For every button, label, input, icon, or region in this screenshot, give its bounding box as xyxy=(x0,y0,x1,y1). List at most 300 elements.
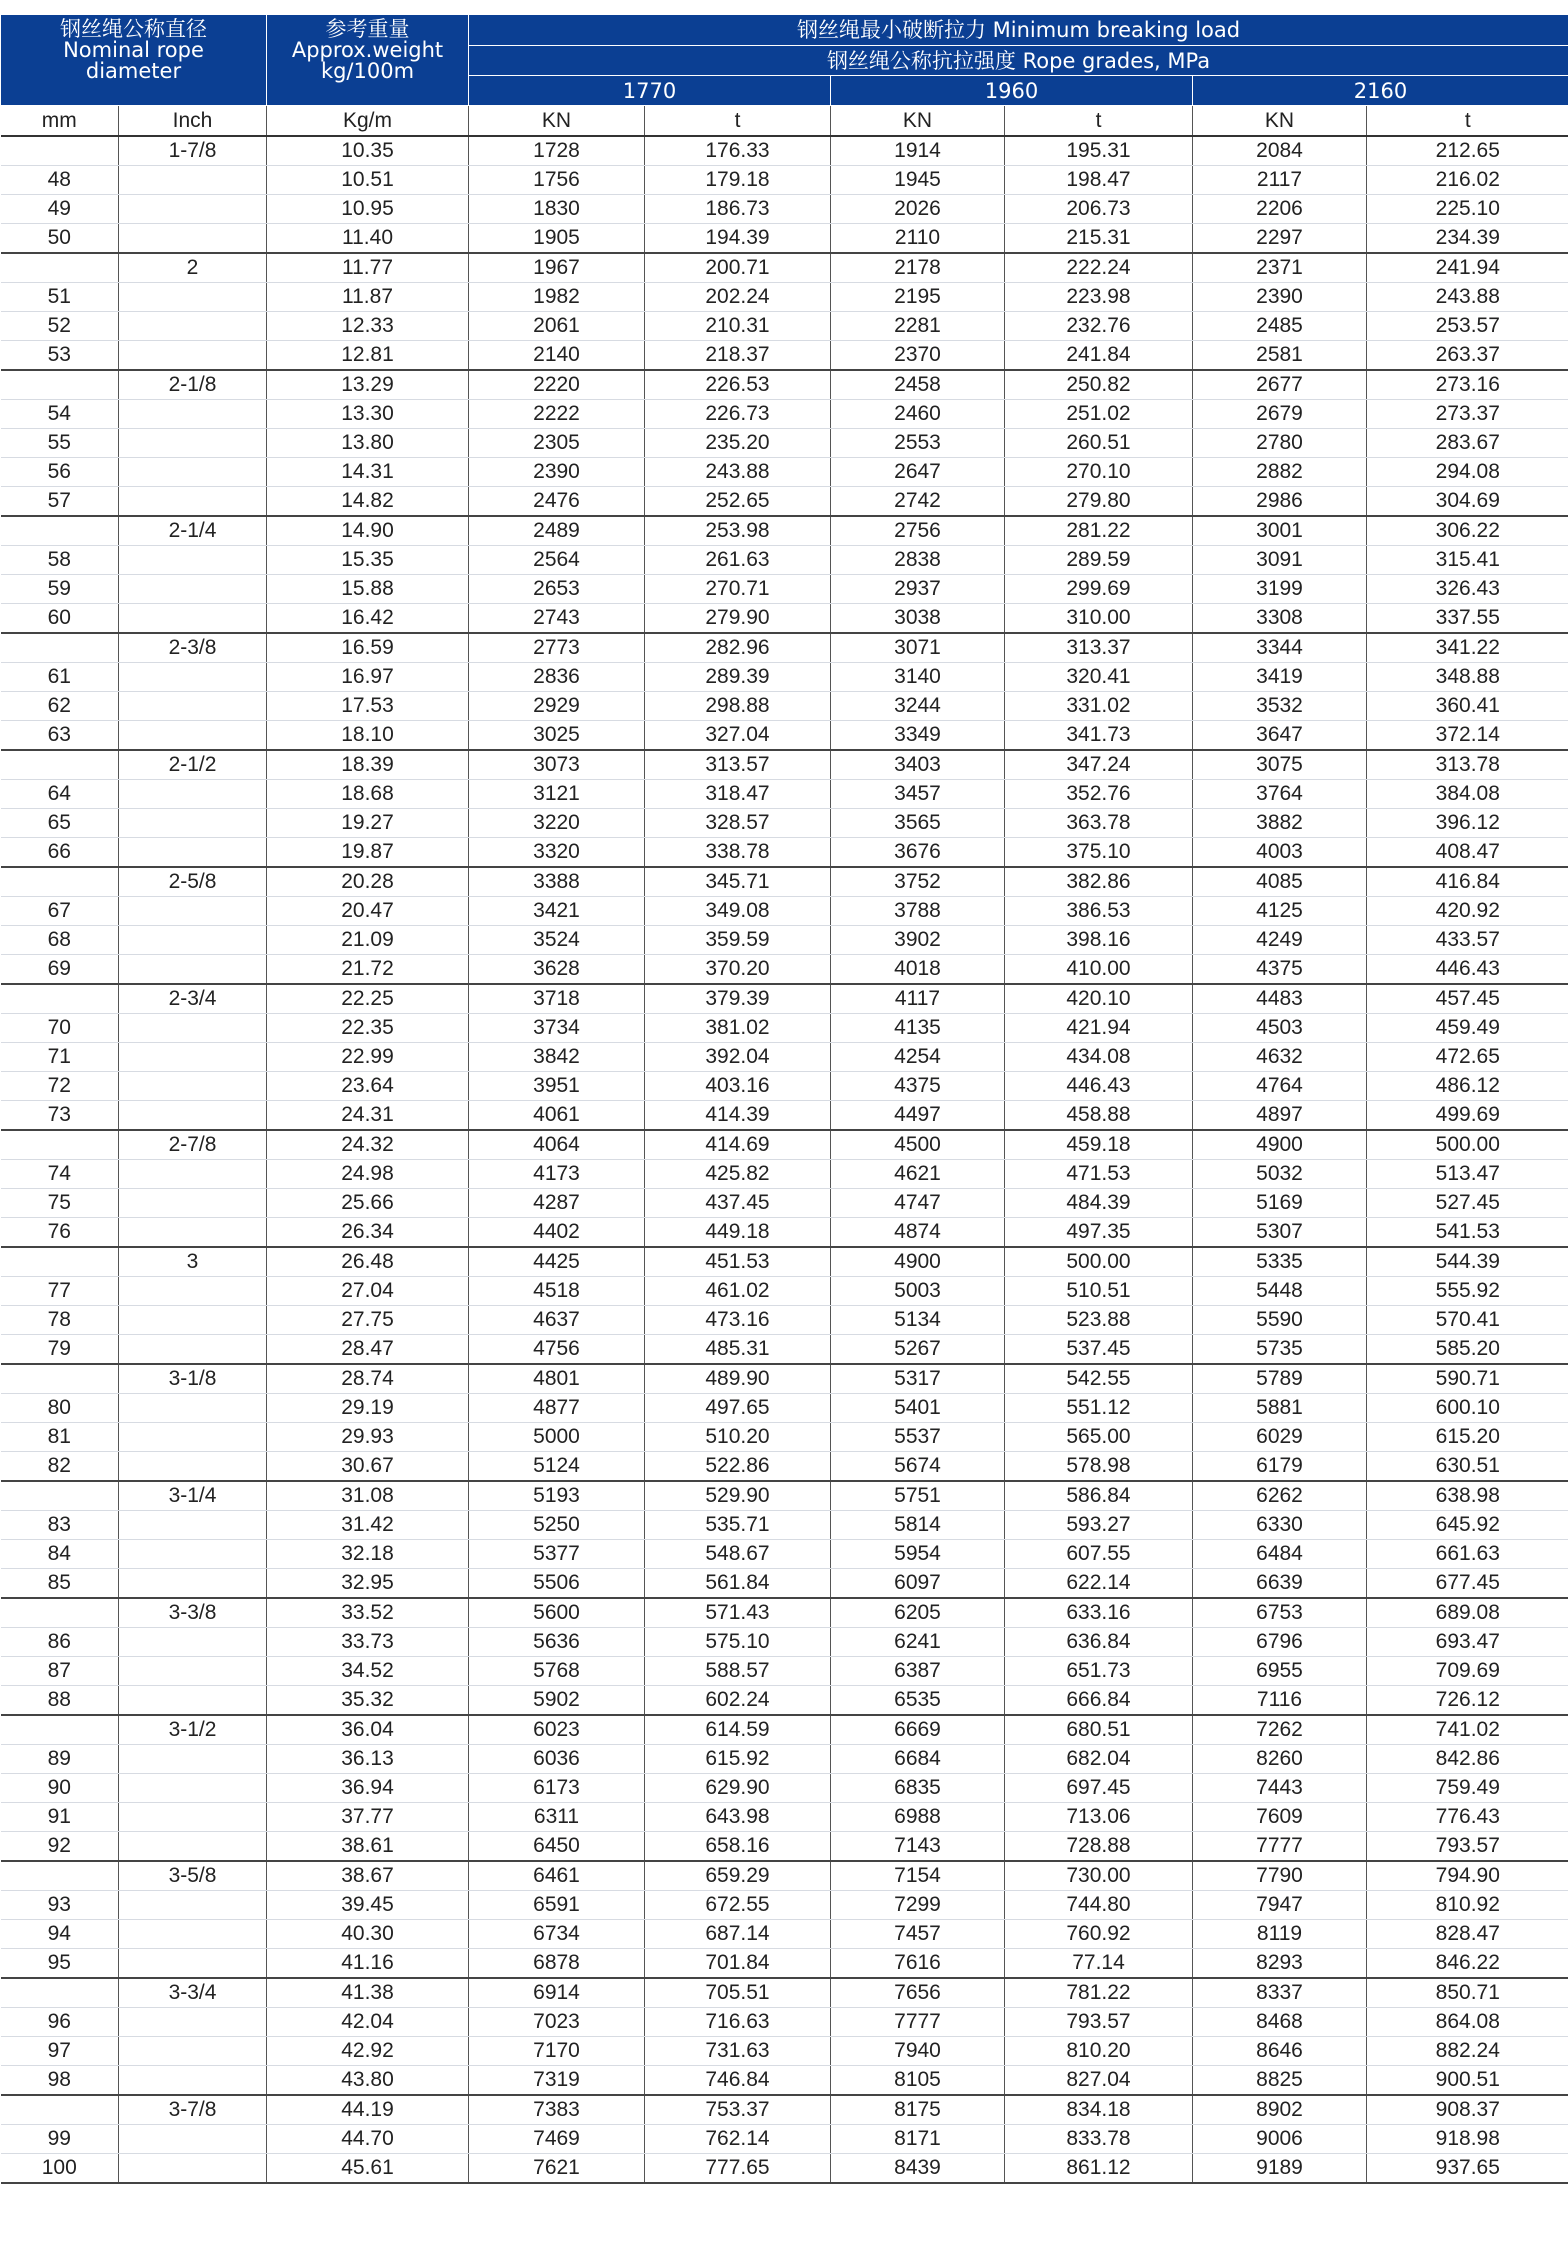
table-row xyxy=(1,2037,1568,2066)
table-cell: 2281 xyxy=(831,312,1005,341)
table-row xyxy=(1,312,1568,341)
table-cell xyxy=(119,692,267,721)
table-cell: 2836 xyxy=(469,663,645,692)
table-cell xyxy=(119,809,267,838)
table-cell: 570.41 xyxy=(1367,1306,1568,1335)
table-row xyxy=(1,867,1568,897)
table-cell: 4503 xyxy=(1193,1014,1367,1043)
table-cell: 281.22 xyxy=(1005,516,1193,546)
table-cell: 289.59 xyxy=(1005,546,1193,575)
table-cell: 4425 xyxy=(469,1247,645,1277)
table-cell: 3075 xyxy=(1193,750,1367,780)
table-cell: 73 xyxy=(1,1101,119,1131)
table-cell: 607.55 xyxy=(1005,1540,1193,1569)
table-cell: 4764 xyxy=(1193,1072,1367,1101)
table-cell: 77.14 xyxy=(1005,1949,1193,1979)
table-cell: 3403 xyxy=(831,750,1005,780)
table-cell: 8337 xyxy=(1193,1978,1367,2008)
table-cell: 2780 xyxy=(1193,429,1367,458)
table-cell: 38.67 xyxy=(267,1861,469,1891)
table-cell: 93 xyxy=(1,1891,119,1920)
table-cell: 44.70 xyxy=(267,2125,469,2154)
table-cell: 241.94 xyxy=(1367,253,1568,283)
table-cell: 5000 xyxy=(469,1423,645,1452)
table-cell: 629.90 xyxy=(645,1774,831,1803)
table-row xyxy=(1,1072,1568,1101)
table-cell: 5814 xyxy=(831,1511,1005,1540)
table-row xyxy=(1,1189,1568,1218)
table-cell: 82 xyxy=(1,1452,119,1482)
table-cell: 32.95 xyxy=(267,1569,469,1599)
table-cell: 2-1/8 xyxy=(119,370,267,400)
table-cell: 61 xyxy=(1,663,119,692)
table-cell: 381.02 xyxy=(645,1014,831,1043)
table-cell xyxy=(1,1130,119,1160)
unit-cell: t xyxy=(645,106,831,137)
table-cell: 16.42 xyxy=(267,604,469,634)
table-cell: 5954 xyxy=(831,1540,1005,1569)
table-cell: 15.35 xyxy=(267,546,469,575)
table-row xyxy=(1,721,1568,751)
table-cell: 6684 xyxy=(831,1745,1005,1774)
table-cell: 2206 xyxy=(1193,195,1367,224)
table-cell: 243.88 xyxy=(645,458,831,487)
table-cell: 4900 xyxy=(831,1247,1005,1277)
weight-cn-label: 参考重量 xyxy=(325,17,410,41)
table-cell: 62 xyxy=(1,692,119,721)
table-cell: 95 xyxy=(1,1949,119,1979)
table-cell: 7621 xyxy=(469,2154,645,2184)
table-cell: 270.10 xyxy=(1005,458,1193,487)
table-cell: 304.69 xyxy=(1367,487,1568,517)
table-cell: 215.31 xyxy=(1005,224,1193,254)
table-cell: 759.49 xyxy=(1367,1774,1568,1803)
table-cell: 882.24 xyxy=(1367,2037,1568,2066)
table-cell: 842.86 xyxy=(1367,1745,1568,1774)
table-cell: 186.73 xyxy=(645,195,831,224)
table-cell: 499.69 xyxy=(1367,1101,1568,1131)
weight-unit-label: kg/100m xyxy=(320,59,415,83)
table-cell: 537.45 xyxy=(1005,1335,1193,1365)
table-cell: 24.98 xyxy=(267,1160,469,1189)
table-cell: 593.27 xyxy=(1005,1511,1193,1540)
table-row xyxy=(1,1628,1568,1657)
table-cell xyxy=(119,341,267,371)
table-cell: 615.20 xyxy=(1367,1423,1568,1452)
table-cell: 472.65 xyxy=(1367,1043,1568,1072)
table-cell: 3038 xyxy=(831,604,1005,634)
table-cell: 176.33 xyxy=(645,136,831,166)
table-cell: 6955 xyxy=(1193,1657,1367,1686)
table-cell: 4897 xyxy=(1193,1101,1367,1131)
table-cell: 6461 xyxy=(469,1861,645,1891)
table-cell: 42.04 xyxy=(267,2008,469,2037)
table-cell: 3788 xyxy=(831,897,1005,926)
table-cell: 827.04 xyxy=(1005,2066,1193,2096)
table-cell: 416.84 xyxy=(1367,867,1568,897)
table-cell: 1-7/8 xyxy=(119,136,267,166)
table-cell: 6311 xyxy=(469,1803,645,1832)
table-cell: 10.95 xyxy=(267,195,469,224)
table-header xyxy=(1,15,1568,106)
table-row xyxy=(1,429,1568,458)
table-cell: 713.06 xyxy=(1005,1803,1193,1832)
table-row xyxy=(1,1569,1568,1599)
table-cell xyxy=(1,253,119,283)
table-cell xyxy=(119,429,267,458)
table-cell: 279.80 xyxy=(1005,487,1193,517)
table-row xyxy=(1,1540,1568,1569)
table-cell: 33.73 xyxy=(267,1628,469,1657)
table-cell: 3457 xyxy=(831,780,1005,809)
weight-en-label: Approx.weight xyxy=(291,38,444,62)
table-cell: 6205 xyxy=(831,1598,1005,1628)
table-cell: 7656 xyxy=(831,1978,1005,2008)
table-cell: 645.92 xyxy=(1367,1511,1568,1540)
table-cell: 590.71 xyxy=(1367,1364,1568,1394)
table-cell: 80 xyxy=(1,1394,119,1423)
table-row xyxy=(1,1218,1568,1248)
table-cell: 55 xyxy=(1,429,119,458)
table-cell: 313.78 xyxy=(1367,750,1568,780)
table-cell: 636.84 xyxy=(1005,1628,1193,1657)
table-cell: 30.67 xyxy=(267,1452,469,1482)
table-cell: 17.53 xyxy=(267,692,469,721)
table-cell: 3220 xyxy=(469,809,645,838)
table-cell: 687.14 xyxy=(645,1920,831,1949)
table-cell: 1982 xyxy=(469,283,645,312)
table-cell: 4632 xyxy=(1193,1043,1367,1072)
table-cell: 6023 xyxy=(469,1715,645,1745)
table-row xyxy=(1,1657,1568,1686)
unit-cell: mm xyxy=(1,106,119,137)
table-cell: 4483 xyxy=(1193,984,1367,1014)
table-cell xyxy=(119,2066,267,2096)
table-cell: 341.73 xyxy=(1005,721,1193,751)
table-cell: 91 xyxy=(1,1803,119,1832)
table-row xyxy=(1,1043,1568,1072)
table-cell: 253.98 xyxy=(645,516,831,546)
table-cell: 19.27 xyxy=(267,809,469,838)
table-cell: 320.41 xyxy=(1005,663,1193,692)
table-cell: 4085 xyxy=(1193,867,1367,897)
table-cell: 5307 xyxy=(1193,1218,1367,1248)
table-cell: 1914 xyxy=(831,136,1005,166)
table-cell: 5267 xyxy=(831,1335,1005,1365)
table-cell: 2305 xyxy=(469,429,645,458)
table-row xyxy=(1,1014,1568,1043)
table-cell: 5902 xyxy=(469,1686,645,1716)
table-cell: 1830 xyxy=(469,195,645,224)
table-cell: 251.02 xyxy=(1005,400,1193,429)
table-cell: 3628 xyxy=(469,955,645,985)
table-cell: 2756 xyxy=(831,516,1005,546)
table-row xyxy=(1,809,1568,838)
table-cell: 643.98 xyxy=(645,1803,831,1832)
table-cell xyxy=(119,2154,267,2184)
table-cell: 522.86 xyxy=(645,1452,831,1482)
table-cell: 834.18 xyxy=(1005,2095,1193,2125)
table-row xyxy=(1,1861,1568,1891)
table-cell: 6734 xyxy=(469,1920,645,1949)
table-cell: 3001 xyxy=(1193,516,1367,546)
table-row xyxy=(1,1335,1568,1365)
table-row xyxy=(1,633,1568,663)
table-cell: 11.40 xyxy=(267,224,469,254)
table-cell: 372.14 xyxy=(1367,721,1568,751)
table-cell: 5377 xyxy=(469,1540,645,1569)
table-cell xyxy=(119,283,267,312)
table-cell: 659.29 xyxy=(645,1861,831,1891)
table-cell: 225.10 xyxy=(1367,195,1568,224)
table-cell: 486.12 xyxy=(1367,1072,1568,1101)
table-cell: 4375 xyxy=(1193,955,1367,985)
table-cell: 79 xyxy=(1,1335,119,1365)
table-cell: 194.39 xyxy=(645,224,831,254)
table-cell: 3951 xyxy=(469,1072,645,1101)
table-cell: 697.45 xyxy=(1005,1774,1193,1803)
diameter-cn-label: 钢丝绳公称直径 xyxy=(60,17,207,41)
table-cell: 5193 xyxy=(469,1481,645,1511)
table-cell: 551.12 xyxy=(1005,1394,1193,1423)
table-cell: 235.20 xyxy=(645,429,831,458)
table-cell: 5401 xyxy=(831,1394,1005,1423)
table-cell: 497.65 xyxy=(645,1394,831,1423)
table-cell: 56 xyxy=(1,458,119,487)
table-cell xyxy=(119,487,267,517)
table-cell xyxy=(119,1101,267,1131)
table-cell: 741.02 xyxy=(1367,1715,1568,1745)
table-cell: 2-1/4 xyxy=(119,516,267,546)
table-cell: 60 xyxy=(1,604,119,634)
table-cell: 21.09 xyxy=(267,926,469,955)
table-row xyxy=(1,253,1568,283)
table-cell: 7023 xyxy=(469,2008,645,2037)
table-cell: 2-1/2 xyxy=(119,750,267,780)
table-cell: 3349 xyxy=(831,721,1005,751)
table-cell: 313.57 xyxy=(645,750,831,780)
table-cell: 529.90 xyxy=(645,1481,831,1511)
table-cell: 4287 xyxy=(469,1189,645,1218)
table-cell: 4621 xyxy=(831,1160,1005,1189)
table-cell: 216.02 xyxy=(1367,166,1568,195)
table-cell: 1967 xyxy=(469,253,645,283)
table-row xyxy=(1,1481,1568,1511)
table-cell: 49 xyxy=(1,195,119,224)
table-cell: 210.31 xyxy=(645,312,831,341)
table-row xyxy=(1,487,1568,517)
table-cell xyxy=(119,838,267,868)
table-cell: 195.31 xyxy=(1005,136,1193,166)
table-cell: 22.99 xyxy=(267,1043,469,1072)
table-cell: 70 xyxy=(1,1014,119,1043)
table-cell: 270.71 xyxy=(645,575,831,604)
table-cell: 338.78 xyxy=(645,838,831,868)
table-cell: 7383 xyxy=(469,2095,645,2125)
table-row xyxy=(1,458,1568,487)
table-cell: 4018 xyxy=(831,955,1005,985)
table-row xyxy=(1,1774,1568,1803)
table-cell: 53 xyxy=(1,341,119,371)
table-cell: 937.65 xyxy=(1367,2154,1568,2184)
table-cell: 4747 xyxy=(831,1189,1005,1218)
table-row xyxy=(1,1130,1568,1160)
table-cell: 410.00 xyxy=(1005,955,1193,985)
table-cell: 2773 xyxy=(469,633,645,663)
table-cell: 3344 xyxy=(1193,633,1367,663)
table-cell xyxy=(119,1014,267,1043)
table-cell: 57 xyxy=(1,487,119,517)
table-cell: 461.02 xyxy=(645,1277,831,1306)
table-cell: 2653 xyxy=(469,575,645,604)
table-cell: 5032 xyxy=(1193,1160,1367,1189)
diameter-en-label-2: diameter xyxy=(85,59,182,83)
table-cell: 7947 xyxy=(1193,1891,1367,1920)
table-cell: 67 xyxy=(1,897,119,926)
table-cell: 8171 xyxy=(831,2125,1005,2154)
table-cell: 54 xyxy=(1,400,119,429)
table-row xyxy=(1,1598,1568,1628)
table-cell: 2371 xyxy=(1193,253,1367,283)
table-cell: 6179 xyxy=(1193,1452,1367,1482)
table-cell: 541.53 xyxy=(1367,1218,1568,1248)
grade-1770-header: 1770 xyxy=(469,76,831,106)
min-breaking-load-header: 钢丝绳最小破断拉力 Minimum breaking load xyxy=(469,15,1568,46)
table-row xyxy=(1,1978,1568,2008)
table-cell: 306.22 xyxy=(1367,516,1568,546)
table-cell: 527.45 xyxy=(1367,1189,1568,1218)
table-cell: 731.63 xyxy=(645,2037,831,2066)
table-cell: 2220 xyxy=(469,370,645,400)
approx-weight-header xyxy=(267,15,469,106)
table-cell: 6036 xyxy=(469,1745,645,1774)
table-cell: 396.12 xyxy=(1367,809,1568,838)
table-cell: 6173 xyxy=(469,1774,645,1803)
table-cell xyxy=(119,1452,267,1482)
table-cell: 347.24 xyxy=(1005,750,1193,780)
table-cell: 542.55 xyxy=(1005,1364,1193,1394)
table-cell: 661.63 xyxy=(1367,1540,1568,1569)
table-cell: 382.86 xyxy=(1005,867,1193,897)
table-cell: 666.84 xyxy=(1005,1686,1193,1716)
table-cell: 8293 xyxy=(1193,1949,1367,1979)
table-cell: 689.08 xyxy=(1367,1598,1568,1628)
table-cell: 100 xyxy=(1,2154,119,2184)
table-cell: 575.10 xyxy=(645,1628,831,1657)
table-cell: 638.98 xyxy=(1367,1481,1568,1511)
table-cell: 222.24 xyxy=(1005,253,1193,283)
table-cell: 2-5/8 xyxy=(119,867,267,897)
table-cell xyxy=(119,546,267,575)
table-cell: 588.57 xyxy=(645,1657,831,1686)
table-cell: 75 xyxy=(1,1189,119,1218)
table-cell: 8439 xyxy=(831,2154,1005,2184)
table-cell: 45.61 xyxy=(267,2154,469,2184)
table-cell: 241.84 xyxy=(1005,341,1193,371)
table-row xyxy=(1,780,1568,809)
table-cell: 41.38 xyxy=(267,1978,469,2008)
table-cell: 234.39 xyxy=(1367,224,1568,254)
table-cell: 4003 xyxy=(1193,838,1367,868)
table-cell: 2677 xyxy=(1193,370,1367,400)
table-cell: 561.84 xyxy=(645,1569,831,1599)
table-cell: 282.96 xyxy=(645,633,831,663)
table-cell: 709.69 xyxy=(1367,1657,1568,1686)
units-row xyxy=(1,106,1568,137)
table-cell: 500.00 xyxy=(1367,1130,1568,1160)
table-cell: 212.65 xyxy=(1367,136,1568,166)
table-cell: 6753 xyxy=(1193,1598,1367,1628)
table-cell: 384.08 xyxy=(1367,780,1568,809)
table-cell: 260.51 xyxy=(1005,429,1193,458)
table-cell: 14.82 xyxy=(267,487,469,517)
table-cell: 252.65 xyxy=(645,487,831,517)
table-cell: 4254 xyxy=(831,1043,1005,1072)
table-cell: 726.12 xyxy=(1367,1686,1568,1716)
table-cell: 12.81 xyxy=(267,341,469,371)
table-cell: 28.47 xyxy=(267,1335,469,1365)
table-cell xyxy=(1,750,119,780)
table-cell: 5335 xyxy=(1193,1247,1367,1277)
table-cell: 3244 xyxy=(831,692,1005,721)
table-cell: 4375 xyxy=(831,1072,1005,1101)
table-cell: 243.88 xyxy=(1367,283,1568,312)
table-cell: 39.45 xyxy=(267,1891,469,1920)
table-row xyxy=(1,575,1568,604)
table-row xyxy=(1,692,1568,721)
table-cell: 5003 xyxy=(831,1277,1005,1306)
table-cell: 793.57 xyxy=(1367,1832,1568,1862)
table-cell: 2742 xyxy=(831,487,1005,517)
table-cell: 386.53 xyxy=(1005,897,1193,926)
table-cell xyxy=(119,1686,267,1716)
table-row xyxy=(1,516,1568,546)
table-cell: 2564 xyxy=(469,546,645,575)
table-cell: 571.43 xyxy=(645,1598,831,1628)
table-cell: 90 xyxy=(1,1774,119,1803)
table-cell: 2390 xyxy=(469,458,645,487)
table-cell: 434.08 xyxy=(1005,1043,1193,1072)
table-cell: 446.43 xyxy=(1005,1072,1193,1101)
table-cell: 3320 xyxy=(469,838,645,868)
table-cell: 84 xyxy=(1,1540,119,1569)
table-cell: 600.10 xyxy=(1367,1394,1568,1423)
table-cell: 458.88 xyxy=(1005,1101,1193,1131)
table-row xyxy=(1,370,1568,400)
table-cell: 27.04 xyxy=(267,1277,469,1306)
table-row xyxy=(1,1832,1568,1862)
table-cell: 4402 xyxy=(469,1218,645,1248)
diameter-en-label-1: Nominal rope xyxy=(63,38,204,62)
table-cell: 5124 xyxy=(469,1452,645,1482)
table-row xyxy=(1,2125,1568,2154)
table-cell: 6639 xyxy=(1193,1569,1367,1599)
table-cell: 548.67 xyxy=(645,1540,831,1569)
table-cell: 3902 xyxy=(831,926,1005,955)
table-cell: 513.47 xyxy=(1367,1160,1568,1189)
table-row xyxy=(1,1277,1568,1306)
unit-cell: t xyxy=(1005,106,1193,137)
table-cell xyxy=(1,1247,119,1277)
table-cell: 3-5/8 xyxy=(119,1861,267,1891)
nominal-diameter-header xyxy=(1,15,267,106)
table-cell: 8825 xyxy=(1193,2066,1367,2096)
table-cell: 672.55 xyxy=(645,1891,831,1920)
table-cell: 3421 xyxy=(469,897,645,926)
table-cell: 31.42 xyxy=(267,1511,469,1540)
table-cell: 2390 xyxy=(1193,283,1367,312)
table-cell: 3388 xyxy=(469,867,645,897)
